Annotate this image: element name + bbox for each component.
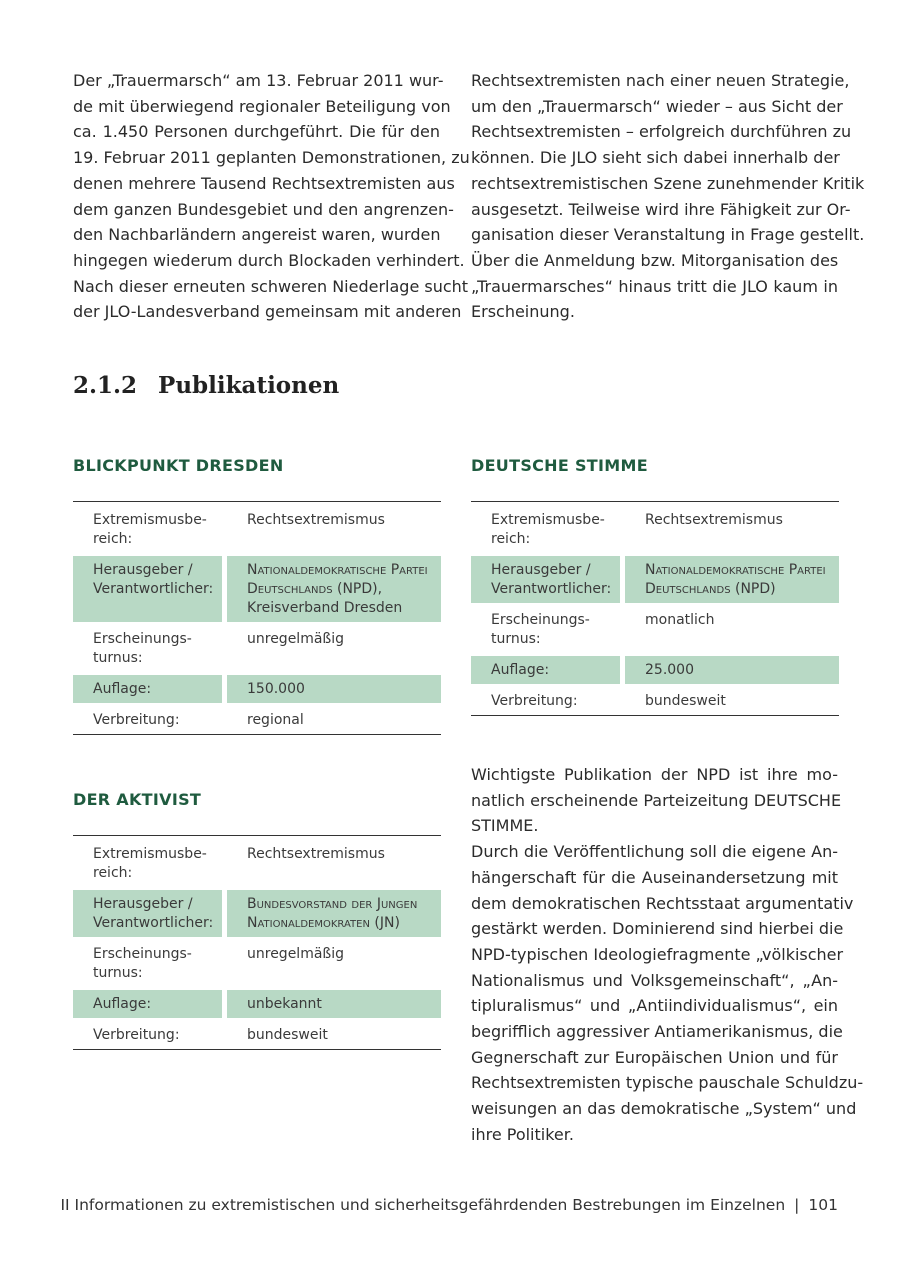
npd-description-text	[471, 762, 864, 1148]
text-line: natlich erscheinende Parteizeitung DEUTSCHE	[471, 790, 842, 810]
row-value: 25.000	[625, 653, 839, 684]
row-value: unregelmäßig	[227, 622, 441, 672]
publication-der-aktivist	[73, 790, 441, 1050]
row-label: Herausgeber / Verantwortlicher:	[73, 553, 227, 622]
page-footer	[60, 1196, 838, 1214]
table-row	[73, 622, 441, 672]
publication-title: DER AKTIVIST	[73, 790, 202, 809]
publisher-extra: (JN)	[369, 915, 400, 931]
publication-info-table	[73, 835, 441, 1050]
table-row	[73, 502, 441, 553]
table-row	[73, 1018, 441, 1049]
text-line: rechtsextremistischen Szene zunehmender Kritik	[471, 173, 865, 193]
publication-table-container	[73, 835, 441, 1050]
text-line: Wichtigste Publikation der NPD ist ihre mo-	[471, 765, 838, 784]
footer-separator: |	[794, 1196, 800, 1214]
row-label: Auflage:	[73, 672, 227, 703]
table-row	[73, 703, 441, 734]
text-line: „Trauermarsches“ hinaus tritt die JLO kaum in	[471, 276, 838, 296]
row-value: unbekannt	[227, 987, 441, 1018]
text-line: begrifflich aggressiver Antiamerikanismus, die	[471, 1022, 843, 1042]
section-number: 2.1.2	[73, 372, 138, 399]
row-label: Extremismusbe- reich:	[73, 836, 227, 887]
publication-deutsche-stimme	[471, 456, 839, 716]
row-value	[227, 553, 441, 622]
publisher-name: Nationaldemokratische Partei Deutschlands	[645, 562, 826, 597]
text-line: Der „Trauermarsch“ am 13. Februar 2011 wur-	[73, 71, 444, 90]
table-row	[73, 672, 441, 703]
table-row	[73, 887, 441, 937]
text-line: dem demokratischen Rechtsstaat argumentativ	[471, 893, 854, 913]
row-value: Rechtsextremismus	[227, 502, 441, 553]
publisher-extra: (NPD)	[730, 581, 776, 597]
text-line: hängerschaft für die Auseinandersetzung mit	[471, 867, 838, 887]
text-line: Erscheinung.	[471, 302, 575, 322]
row-label: Verbreitung:	[471, 684, 625, 715]
table-row	[471, 603, 839, 653]
text-line: ganisation dieser Veranstaltung in Frage gestellt.	[471, 225, 865, 245]
text-line: Durch die Veröffentlichung soll die eigene An-	[471, 842, 838, 862]
text-line: Nach dieser erneuten schweren Niederlage sucht	[73, 276, 469, 296]
row-label: Herausgeber / Verantwortlicher:	[73, 887, 227, 937]
table-row	[471, 653, 839, 684]
text-line: denen mehrere Tausend Rechtsextremisten aus	[73, 173, 455, 193]
text-line: Über die Anmeldung bzw. Mitorganisation des	[471, 250, 839, 270]
row-label: Verbreitung:	[73, 703, 227, 734]
text-line: ca. 1.450 Personen durchgeführt. Die für den	[73, 122, 440, 142]
text-line: 19. Februar 2011 geplanten Demonstrationen, zu	[73, 148, 470, 168]
text-line: tipluralismus“ und „Antiindividualismus“, ein	[471, 996, 838, 1016]
text-line: Rechtsextremisten – erfolgreich durchführen zu	[471, 122, 852, 142]
table-row	[73, 987, 441, 1018]
footer-chapter-text: II Informationen zu extremistischen und sicherheitsgefährdenden Bestrebungen im Einzelnen	[60, 1196, 786, 1214]
table-row	[471, 502, 839, 553]
intro-text-left	[73, 68, 470, 325]
row-value: Rechtsextremismus	[227, 836, 441, 887]
row-label: Extremismusbe- reich:	[471, 502, 625, 553]
row-label: Erscheinungs- turnus:	[73, 937, 227, 987]
text-line: dem ganzen Bundesgebiet und den angrenzen-	[73, 199, 454, 219]
section-heading	[73, 372, 339, 399]
row-value: 150.000	[227, 672, 441, 703]
text-line: Nationalismus und Volksgemeinschaft“, „An-	[471, 970, 838, 990]
table-row	[73, 553, 441, 622]
row-value: regional	[227, 703, 441, 734]
text-line: den Nachbarländern angereist waren, wurden	[73, 225, 441, 245]
text-line: NPD-typischen Ideologiefragmente „völkischer	[471, 944, 844, 964]
text-line: Gegnerschaft zur Europäischen Union und für	[471, 1047, 838, 1067]
publication-info-table	[471, 501, 839, 716]
row-label: Auflage:	[471, 653, 625, 684]
publisher-name: Bundesvorstand der Jungen Nationaldemokraten	[247, 896, 418, 931]
row-value: monatlich	[625, 603, 839, 653]
row-label: Erscheinungs- turnus:	[471, 603, 625, 653]
publication-title: DEUTSCHE STIMME	[471, 456, 648, 475]
table-row	[73, 836, 441, 887]
text-line: Rechtsextremisten typische pauschale Schuldzu-	[471, 1073, 864, 1093]
publisher-extra: (NPD), Kreisverband Dresden	[247, 581, 403, 616]
row-value: unregelmäßig	[227, 937, 441, 987]
table-row	[471, 553, 839, 603]
row-label: Verbreitung:	[73, 1018, 227, 1049]
table-row	[471, 684, 839, 715]
publication-blickpunkt-dresden	[73, 456, 441, 735]
text-line: gestärkt werden. Dominierend sind hierbei die	[471, 919, 844, 939]
intro-text-right	[471, 68, 865, 325]
publication-table-container	[73, 501, 441, 735]
publisher-name: Nationaldemokratische Partei Deutschlands	[247, 562, 428, 597]
text-line: hingegen wiederum durch Blockaden verhindert.	[73, 250, 465, 270]
text-line: der JLO-Landesverband gemeinsam mit anderen	[73, 302, 462, 322]
text-line: ihre Politiker.	[471, 1124, 574, 1144]
publication-title: BLICKPUNKT DRESDEN	[73, 456, 284, 475]
row-value: bundesweit	[625, 684, 839, 715]
text-line: STIMME.	[471, 816, 539, 836]
publication-info-table	[73, 501, 441, 735]
row-label: Extremismusbe- reich:	[73, 502, 227, 553]
row-value: bundesweit	[227, 1018, 441, 1049]
text-line: können. Die JLO sieht sich dabei innerhalb der	[471, 148, 840, 168]
text-line: weisungen an das demokratische „System“ und	[471, 1099, 857, 1119]
row-label: Erscheinungs- turnus:	[73, 622, 227, 672]
text-line: um den „Trauermarsch“ wieder – aus Sicht der	[471, 96, 843, 116]
row-value	[227, 887, 441, 937]
page-number: 101	[808, 1196, 838, 1214]
row-value	[625, 553, 839, 603]
row-label: Herausgeber / Verantwortlicher:	[471, 553, 625, 603]
row-value: Rechtsextremismus	[625, 502, 839, 553]
section-title: Publikationen	[158, 372, 340, 399]
publication-table-container	[471, 501, 839, 716]
row-label: Auflage:	[73, 987, 227, 1018]
text-line: ausgesetzt. Teilweise wird ihre Fähigkeit zur Or-	[471, 199, 851, 219]
table-row	[73, 937, 441, 987]
text-line: Rechtsextremisten nach einer neuen Strategie,	[471, 71, 850, 90]
text-line: de mit überwiegend regionaler Beteiligung von	[73, 96, 451, 116]
